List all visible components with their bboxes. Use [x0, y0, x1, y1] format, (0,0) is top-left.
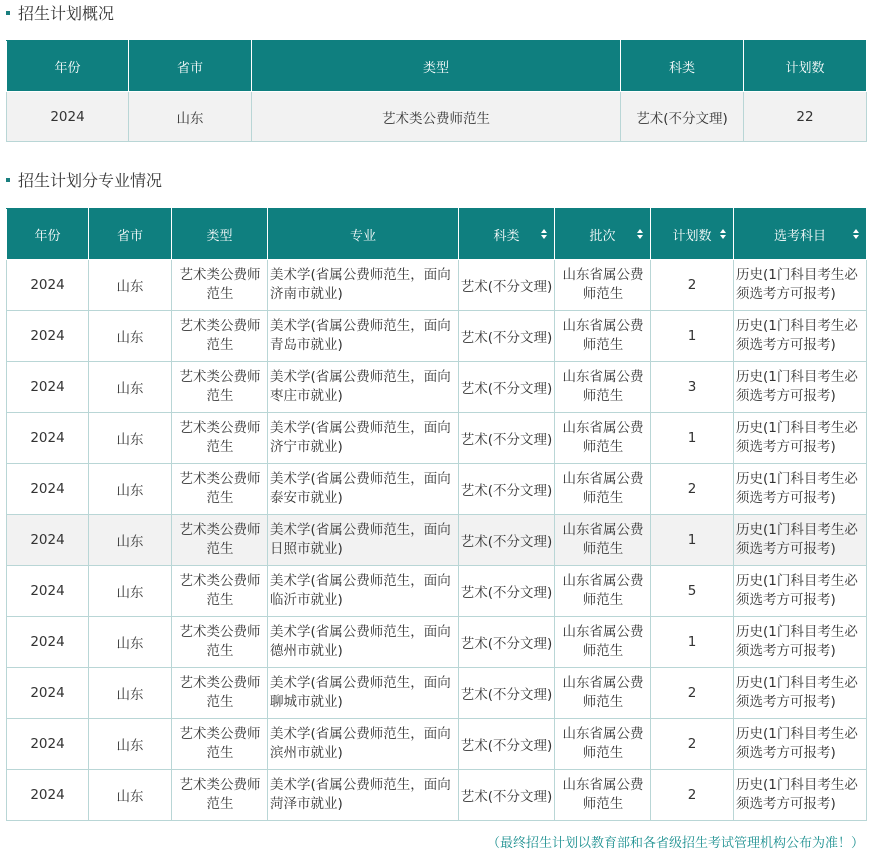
cell-plan-count: 1: [651, 413, 734, 464]
cell-type: 艺术类公费师范生: [172, 719, 268, 770]
cell-batch: 山东省属公费师范生: [555, 464, 651, 515]
cell-year: 2024: [7, 260, 89, 311]
cell-batch: 山东省属公费师范生: [555, 311, 651, 362]
header-type: 类型: [172, 209, 268, 260]
cell-year: 2024: [7, 515, 89, 566]
cell-province: 山东: [89, 617, 172, 668]
cell-category: 艺术(不分文理): [459, 260, 555, 311]
cell-category: 艺术(不分文理): [459, 413, 555, 464]
table-row: [7, 92, 867, 142]
cell-type: 艺术类公费师范生: [172, 260, 268, 311]
cell-batch: 山东省属公费师范生: [555, 515, 651, 566]
table-row: [7, 413, 867, 464]
cell-type: 艺术类公费师范生: [172, 617, 268, 668]
cell-category: 艺术(不分文理): [459, 719, 555, 770]
cell-year: 2024: [7, 719, 89, 770]
cell-plan-count: 1: [651, 617, 734, 668]
header-province: 省市: [129, 41, 252, 92]
cell-category: 艺术(不分文理): [459, 566, 555, 617]
overview-header-row: [7, 41, 867, 92]
table-row: [7, 719, 867, 770]
cell-plan-count: 3: [651, 362, 734, 413]
cell-plan-count: 2: [651, 770, 734, 821]
cell-subjects: 历史(1门科目考生必须选考方可报考): [734, 362, 867, 413]
cell-subjects: 历史(1门科目考生必须选考方可报考): [734, 719, 867, 770]
cell-province: 山东: [89, 311, 172, 362]
majors-section-title: 招生计划分专业情况: [0, 170, 162, 192]
cell-type: 艺术类公费师范生: [252, 92, 621, 142]
cell-major: 美术学(省属公费师范生，面向济南市就业): [268, 260, 459, 311]
cell-major: 美术学(省属公费师范生，面向聊城市就业): [268, 668, 459, 719]
cell-province: 山东: [129, 92, 252, 142]
cell-subjects: 历史(1门科目考生必须选考方可报考): [734, 617, 867, 668]
cell-type: 艺术类公费师范生: [172, 362, 268, 413]
table-row: [7, 617, 867, 668]
majors-header-row: [7, 209, 867, 260]
cell-type: 艺术类公费师范生: [172, 464, 268, 515]
cell-type: 艺术类公费师范生: [172, 668, 268, 719]
cell-major: 美术学(省属公费师范生，面向枣庄市就业): [268, 362, 459, 413]
cell-province: 山东: [89, 464, 172, 515]
table-row: [7, 566, 867, 617]
cell-category: 艺术(不分文理): [459, 311, 555, 362]
cell-category: 艺术(不分文理): [459, 362, 555, 413]
cell-major: 美术学(省属公费师范生，面向青岛市就业): [268, 311, 459, 362]
cell-major: 美术学(省属公费师范生，面向济宁市就业): [268, 413, 459, 464]
table-row: [7, 260, 867, 311]
cell-major: 美术学(省属公费师范生，面向菏泽市就业): [268, 770, 459, 821]
cell-batch: 山东省属公费师范生: [555, 770, 651, 821]
cell-batch: 山东省属公费师范生: [555, 566, 651, 617]
cell-major: 美术学(省属公费师范生，面向德州市就业): [268, 617, 459, 668]
cell-plan-count: 2: [651, 668, 734, 719]
cell-subjects: 历史(1门科目考生必须选考方可报考): [734, 668, 867, 719]
cell-batch: 山东省属公费师范生: [555, 719, 651, 770]
table-row: [7, 515, 867, 566]
cell-batch: 山东省属公费师范生: [555, 617, 651, 668]
cell-year: 2024: [7, 617, 89, 668]
header-category: 科类: [621, 41, 744, 92]
overview-table: [6, 40, 867, 142]
header-plan-count-sortable[interactable]: 计划数: [651, 209, 734, 260]
cell-province: 山东: [89, 719, 172, 770]
cell-category: 艺术(不分文理): [459, 464, 555, 515]
header-subjects-sortable[interactable]: 选考科目: [734, 209, 867, 260]
table-row: [7, 668, 867, 719]
cell-year: 2024: [7, 362, 89, 413]
cell-batch: 山东省属公费师范生: [555, 362, 651, 413]
sort-icon[interactable]: [720, 229, 726, 239]
table-row: [7, 311, 867, 362]
footnote: （最终招生计划以教育部和各省级招生考试管理机构公布为准！）: [486, 836, 864, 851]
majors-table: [6, 208, 867, 821]
table-row: [7, 770, 867, 821]
cell-plan-count: 2: [651, 260, 734, 311]
cell-batch: 山东省属公费师范生: [555, 260, 651, 311]
header-type: 类型: [252, 41, 621, 92]
cell-major: 美术学(省属公费师范生，面向泰安市就业): [268, 464, 459, 515]
cell-category: 艺术(不分文理): [621, 92, 744, 142]
cell-category: 艺术(不分文理): [459, 617, 555, 668]
bullet-icon: [6, 11, 10, 15]
header-province: 省市: [89, 209, 172, 260]
cell-plan-count: 5: [651, 566, 734, 617]
header-plan-count: 计划数: [744, 41, 867, 92]
sort-icon[interactable]: [853, 229, 859, 239]
table-row: [7, 362, 867, 413]
cell-year: 2024: [7, 668, 89, 719]
cell-year: 2024: [7, 92, 129, 142]
cell-province: 山东: [89, 770, 172, 821]
cell-type: 艺术类公费师范生: [172, 413, 268, 464]
cell-category: 艺术(不分文理): [459, 668, 555, 719]
header-major: 专业: [268, 209, 459, 260]
cell-type: 艺术类公费师范生: [172, 311, 268, 362]
cell-major: 美术学(省属公费师范生，面向滨州市就业): [268, 719, 459, 770]
header-category-sortable[interactable]: 科类: [459, 209, 555, 260]
cell-plan-count: 22: [744, 92, 867, 142]
sort-icon[interactable]: [637, 229, 643, 239]
overview-section-title: 招生计划概况: [0, 3, 114, 25]
cell-batch: 山东省属公费师范生: [555, 668, 651, 719]
cell-plan-count: 2: [651, 464, 734, 515]
cell-subjects: 历史(1门科目考生必须选考方可报考): [734, 311, 867, 362]
cell-year: 2024: [7, 464, 89, 515]
bullet-icon: [6, 178, 10, 182]
cell-major: 美术学(省属公费师范生，面向日照市就业): [268, 515, 459, 566]
cell-major: 美术学(省属公费师范生，面向临沂市就业): [268, 566, 459, 617]
cell-plan-count: 1: [651, 311, 734, 362]
cell-subjects: 历史(1门科目考生必须选考方可报考): [734, 515, 867, 566]
cell-province: 山东: [89, 260, 172, 311]
cell-subjects: 历史(1门科目考生必须选考方可报考): [734, 260, 867, 311]
cell-province: 山东: [89, 566, 172, 617]
cell-type: 艺术类公费师范生: [172, 515, 268, 566]
cell-province: 山东: [89, 362, 172, 413]
cell-category: 艺术(不分文理): [459, 515, 555, 566]
header-year: 年份: [7, 209, 89, 260]
cell-subjects: 历史(1门科目考生必须选考方可报考): [734, 566, 867, 617]
cell-province: 山东: [89, 515, 172, 566]
cell-batch: 山东省属公费师范生: [555, 413, 651, 464]
cell-subjects: 历史(1门科目考生必须选考方可报考): [734, 464, 867, 515]
table-row: [7, 464, 867, 515]
cell-category: 艺术(不分文理): [459, 770, 555, 821]
cell-year: 2024: [7, 311, 89, 362]
header-batch-sortable[interactable]: 批次: [555, 209, 651, 260]
sort-icon[interactable]: [541, 229, 547, 239]
cell-province: 山东: [89, 413, 172, 464]
cell-year: 2024: [7, 413, 89, 464]
cell-year: 2024: [7, 770, 89, 821]
cell-subjects: 历史(1门科目考生必须选考方可报考): [734, 770, 867, 821]
cell-type: 艺术类公费师范生: [172, 566, 268, 617]
cell-subjects: 历史(1门科目考生必须选考方可报考): [734, 413, 867, 464]
cell-type: 艺术类公费师范生: [172, 770, 268, 821]
header-year: 年份: [7, 41, 129, 92]
cell-year: 2024: [7, 566, 89, 617]
cell-plan-count: 2: [651, 719, 734, 770]
cell-province: 山东: [89, 668, 172, 719]
cell-plan-count: 1: [651, 515, 734, 566]
